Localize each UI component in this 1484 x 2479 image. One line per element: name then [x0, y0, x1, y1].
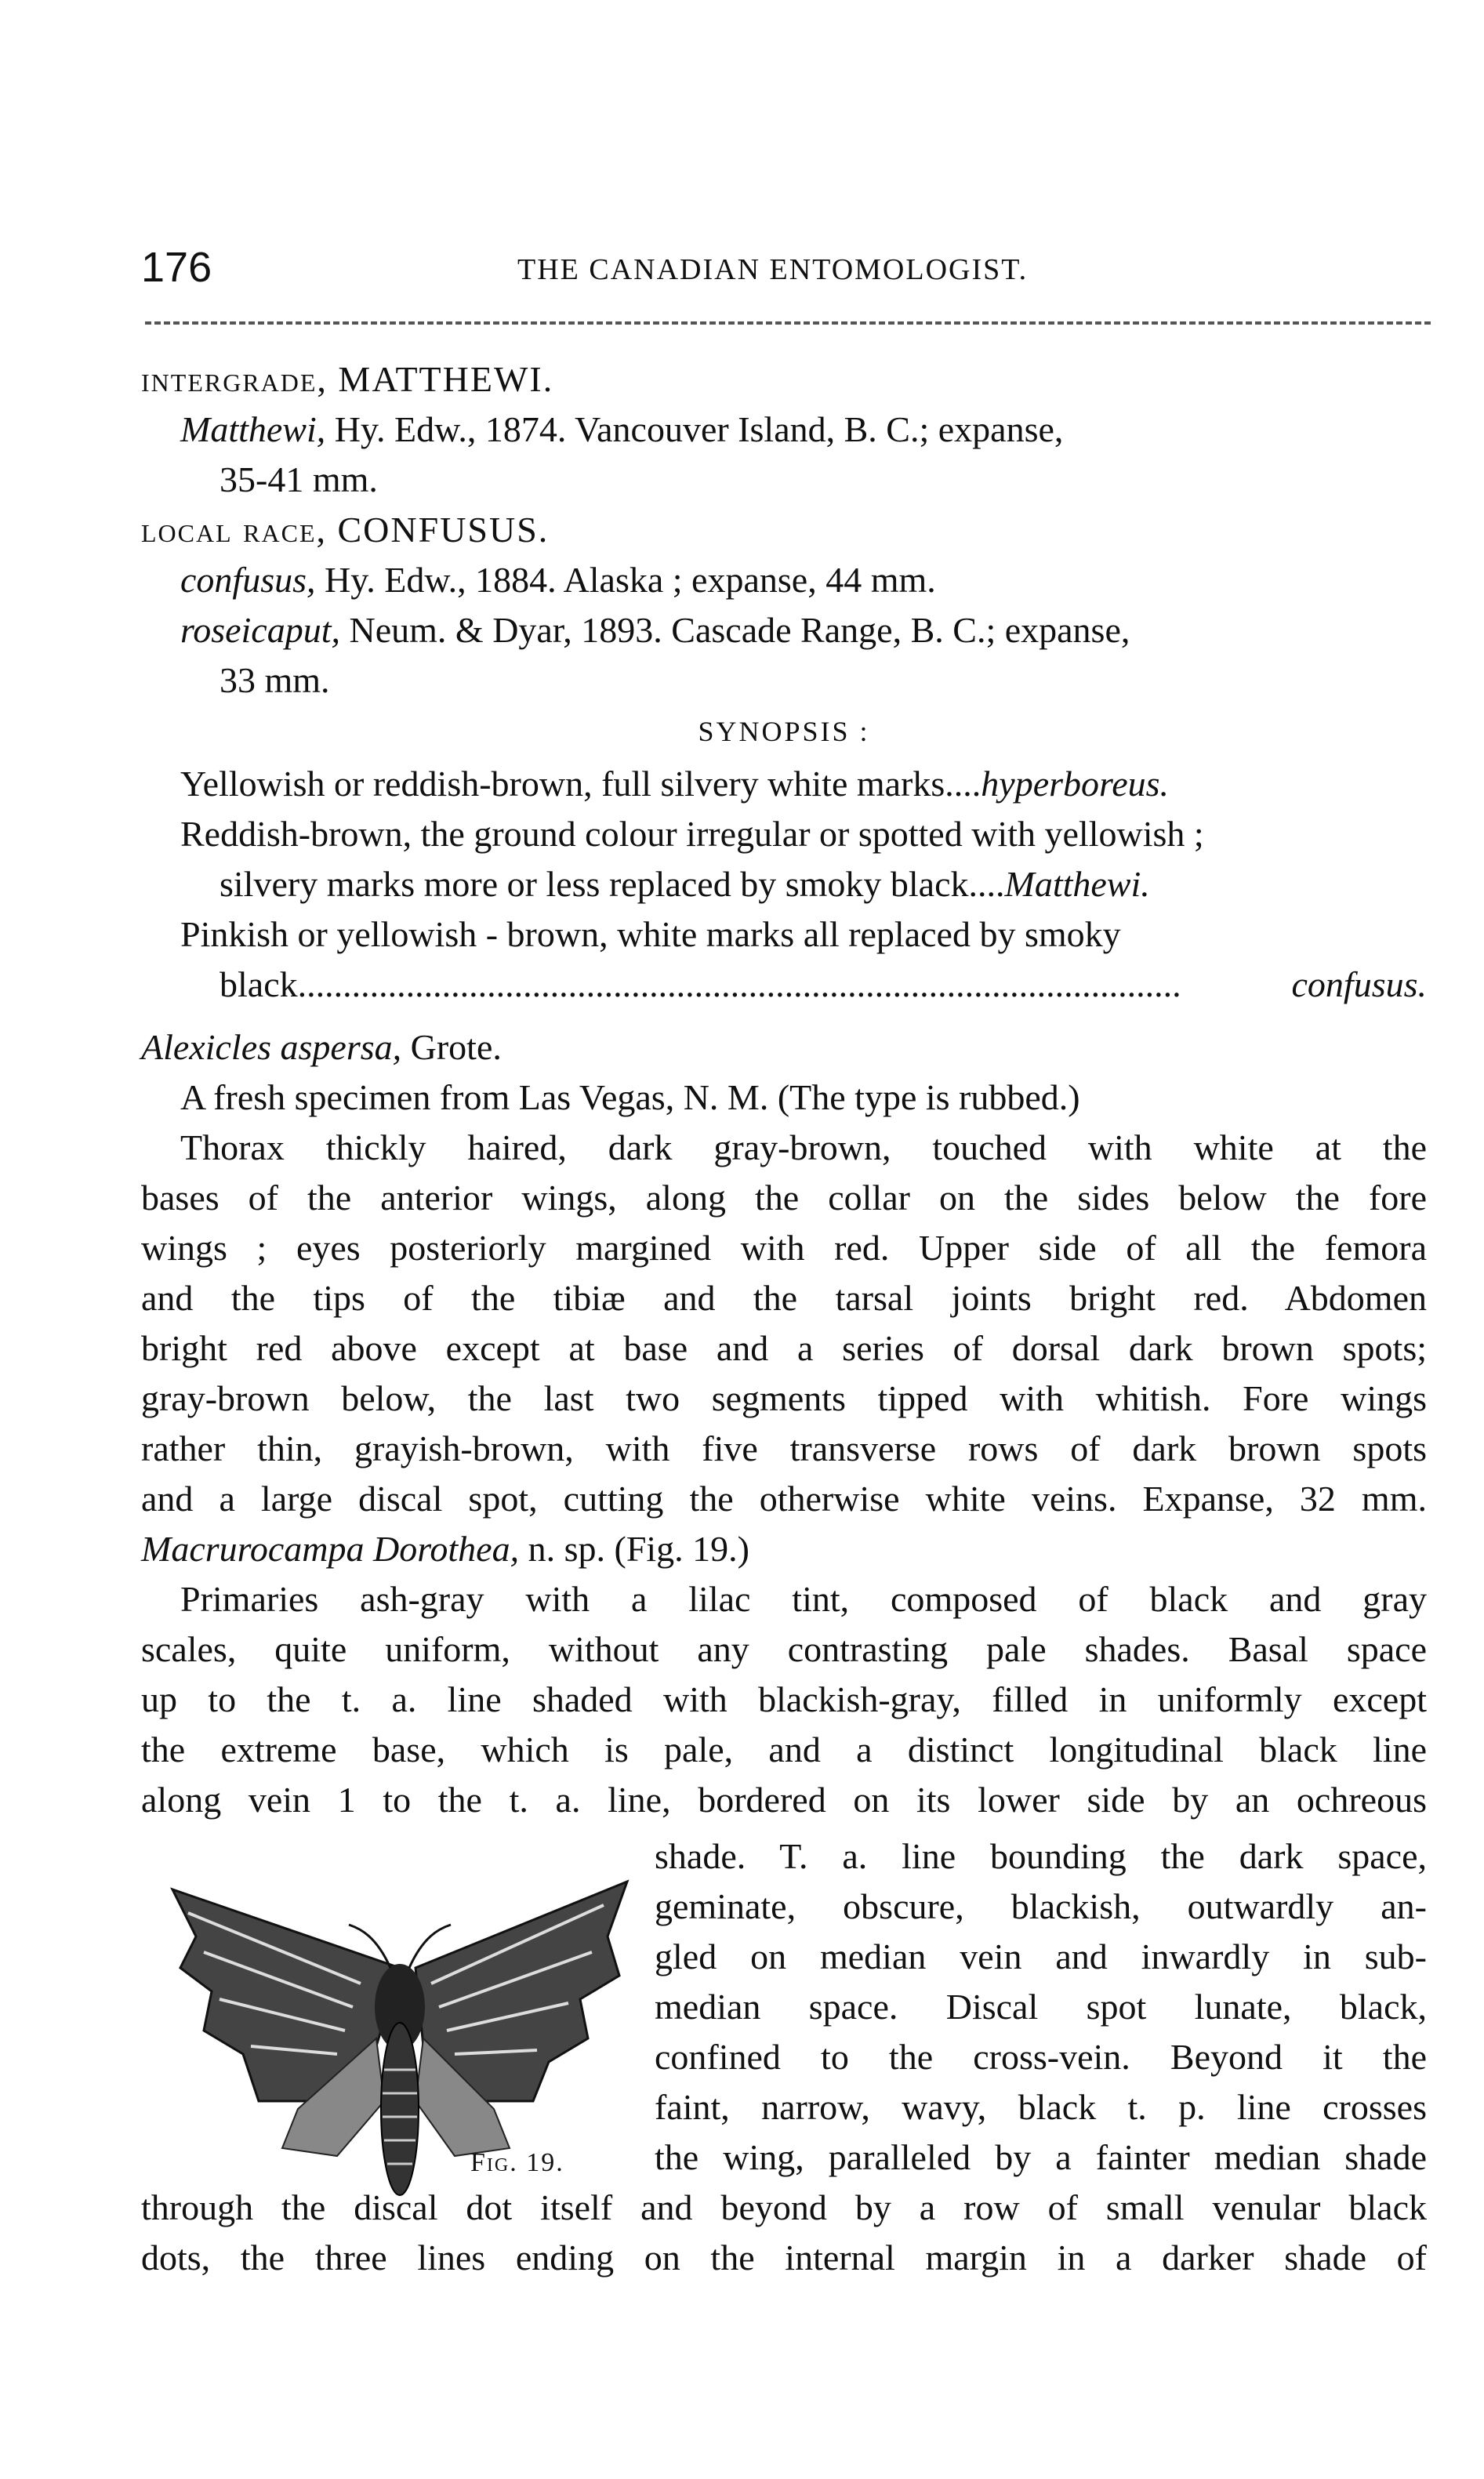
text-line: local race, CONFUSUS.: [141, 510, 550, 550]
text-line: rather thin, grayish-brown, with five transverse rows of dark brown spots: [141, 1428, 1427, 1468]
synopsis-heading: SYNOPSIS :: [698, 716, 870, 747]
text-line: 33 mm.: [220, 660, 330, 700]
species-heading: Macrurocampa Dorothea,: [141, 1529, 520, 1569]
text-line: and a large discal spot, cutting the otherwise white veins. Expanse, 32 mm.: [141, 1479, 1427, 1519]
wrapped-text: [655, 1831, 1427, 2183]
text-line: black: [220, 964, 298, 1004]
text-line: faint, narrow, wavy, black t. p. line crosses: [655, 2087, 1427, 2127]
species-name: roseicaput,: [180, 610, 340, 650]
text-line: gled on median vein and inwardly in sub-: [655, 1936, 1427, 1976]
text-line: along vein 1 to the t. a. line, bordered on its lower side by an ochreous: [141, 1780, 1427, 1820]
dot-leader: ..................................................................................................: [297, 964, 1181, 1004]
text-line: Hy. Edw., 1874. Vancouver Island, B. C.; expanse,: [334, 409, 1064, 449]
text-line: dots, the three lines ending on the internal margin in a darker shade of: [141, 2238, 1427, 2278]
moth-figure: [141, 1866, 643, 2211]
text-line: and the tips of the tibiæ and the tarsal joints bright red. Abdomen: [141, 1278, 1427, 1318]
text-line: bases of the anterior wings, along the collar on the sides below the fore: [141, 1178, 1427, 1218]
text-line: gray-brown below, the last two segments tipped with whitish. Fore wings: [141, 1378, 1427, 1418]
text-line: median space. Discal spot lunate, black,: [655, 1987, 1427, 2027]
species-name: Matthewi,: [180, 409, 326, 449]
text-line: the extreme base, which is pale, and a distinct longitudinal black line: [141, 1729, 1427, 1769]
text-line: Reddish-brown, the ground colour irregular or spotted with yellowish ;: [180, 814, 1204, 854]
text-line: confined to the cross-vein. Beyond it the: [655, 2037, 1427, 2077]
text-line: Yellowish or reddish-brown, full silvery white marks....: [180, 764, 981, 804]
running-header: [141, 243, 1427, 290]
species-name: confusus,: [180, 560, 316, 600]
synopsis-block: [141, 759, 1427, 1010]
header-rule: [145, 321, 1431, 325]
journal-title: THE CANADIAN ENTOMOLOGIST.: [517, 253, 1029, 286]
text-line: bright red above except at base and a series of dorsal dark brown spots;: [141, 1328, 1427, 1368]
text-block-top: [141, 354, 1427, 706]
text-line: scales, quite uniform, without any contrasting pale shades. Basal space: [141, 1629, 1427, 1669]
alexicles-block: [141, 1022, 1427, 1825]
species-name: hyperboreus.: [981, 764, 1170, 804]
text-line: Neum. & Dyar, 1893. Cascade Range, B. C.; expanse,: [349, 610, 1130, 650]
page-number: 176: [141, 244, 212, 291]
text-line: n. sp. (Fig. 19.): [528, 1529, 749, 1569]
text-line: Pinkish or yellowish - brown, white marks all replaced by smoky: [180, 914, 1121, 954]
species-heading: Alexicles aspersa,: [141, 1027, 402, 1067]
text-line: 35-41 mm.: [220, 459, 378, 499]
text-line: A fresh specimen from Las Vegas, N. M. (The type is rubbed.): [180, 1077, 1080, 1117]
text-line: through the discal dot itself and beyond by a row of small venular black: [141, 2187, 1427, 2227]
text-line: intergrade, MATTHEWI.: [141, 359, 554, 399]
species-name: Matthewi.: [1004, 864, 1150, 904]
species-name: confusus.: [1291, 964, 1427, 1004]
figure-caption: Fig. 19.: [470, 2148, 564, 2177]
text-line: geminate, obscure, blackish, outwardly an-: [655, 1886, 1427, 1926]
moth-illustration: [141, 1866, 643, 2211]
text-line: Hy. Edw., 1884. Alaska ; expanse, 44 mm.: [325, 560, 936, 600]
text-line: wings ; eyes posteriorly margined with red. Upper side of all the femora: [141, 1228, 1427, 1268]
text-line: shade. T. a. line bounding the dark space,: [655, 1836, 1427, 1876]
text-block-bottom: [141, 2183, 1427, 2283]
text-line: silvery marks more or less replaced by smoky black....: [220, 864, 1005, 904]
text-line: the wing, paralleled by a fainter median shade: [655, 2137, 1427, 2177]
text-line: Thorax thickly haired, dark gray-brown, touched with white at the: [180, 1127, 1427, 1167]
text-line: Grote.: [410, 1027, 502, 1067]
text-line: up to the t. a. line shaded with blackish-gray, filled in uniformly except: [141, 1679, 1427, 1719]
text-line: Primaries ash-gray with a lilac tint, composed of black and gray: [180, 1579, 1427, 1619]
